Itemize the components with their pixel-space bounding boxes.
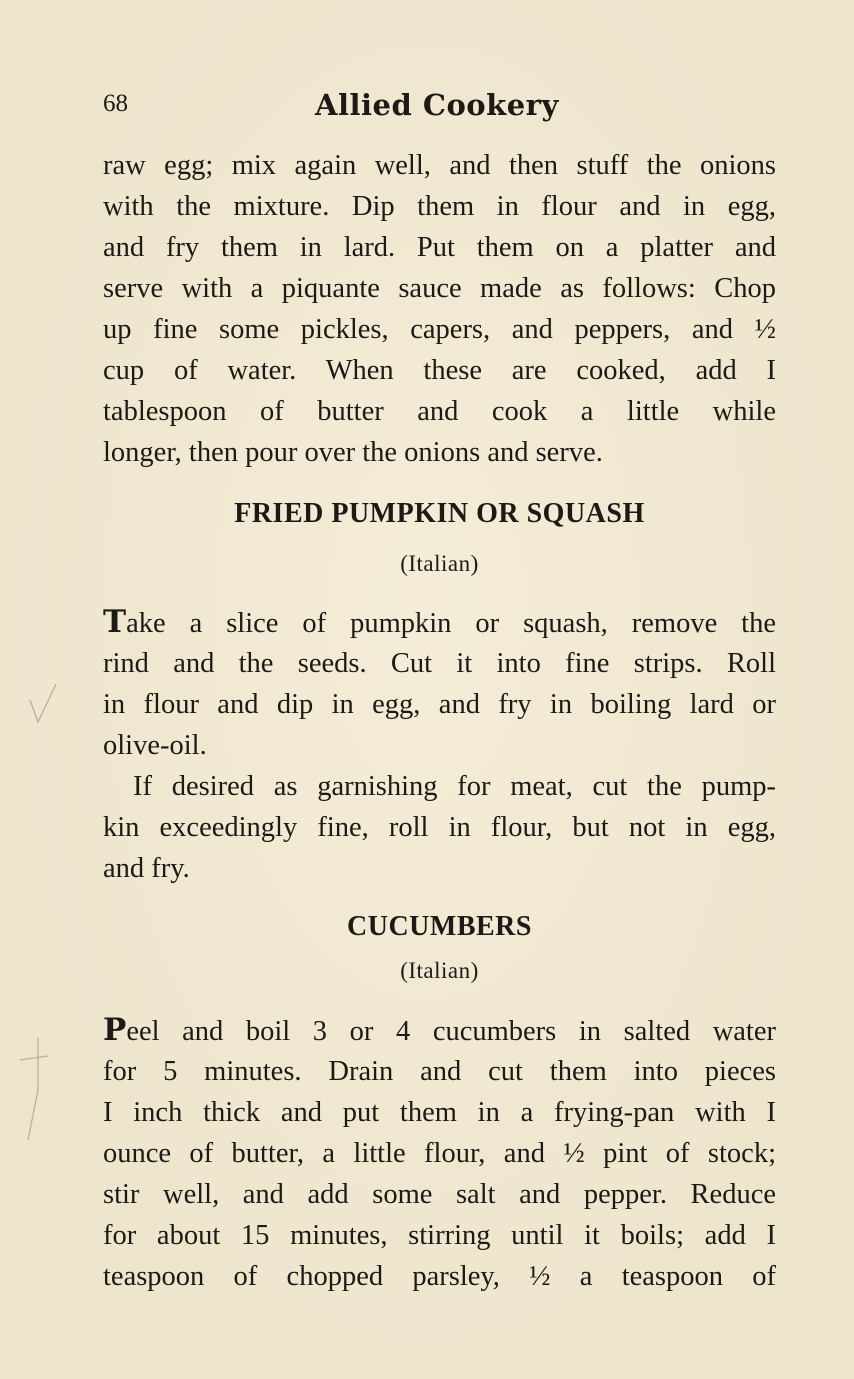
text-line: teaspoon of chopped parsley, ½ a teaspoon of (103, 1261, 776, 1292)
recipe-body-cucumbers (103, 1010, 776, 1297)
text-line (103, 1010, 776, 1051)
text-line: tablespoon of butter and cook a little while (103, 396, 776, 427)
dropcap: T (103, 604, 127, 640)
text-line: and fry them in lard. Put them on a platter and (103, 232, 776, 263)
text-line: I inch thick and put them in a frying-pan with I (103, 1097, 776, 1128)
book-title: Allied Cookery (315, 88, 559, 122)
text-line: longer, then pour over the onions and serve. (103, 437, 603, 468)
text-line: cup of water. When these are cooked, add I (103, 355, 776, 386)
text-line: serve with a piquante sauce made as follows: Chop (103, 273, 776, 304)
text-line: and fry. (103, 853, 190, 884)
text-line-content: ake a slice of pumpkin or squash, remove the (126, 608, 776, 639)
pencil-check-mark (22, 680, 62, 740)
text-line: kin exceedingly fine, roll in flour, but not in egg, (103, 812, 776, 843)
text-line: olive-oil. (103, 730, 207, 761)
text-line: up fine some pickles, capers, and peppers, and ½ (103, 314, 776, 345)
text-line-content: eel and boil 3 or 4 cucumbers in salted water (126, 1016, 776, 1047)
text-line: ounce of butter, a little flour, and ½ pint of stock; (103, 1138, 776, 1169)
running-head (103, 88, 775, 128)
recipe-origin-cucumbers: (Italian) (400, 958, 479, 983)
dropcap: P (103, 1012, 127, 1048)
recipe-origin-pumpkin: (Italian) (400, 551, 479, 576)
text-line: raw egg; mix again well, and then stuff the onions (103, 150, 776, 181)
pencil-margin-mark (8, 1030, 48, 1150)
text-line: rind and the seeds. Cut it into fine strips. Roll (103, 648, 776, 679)
text-line: for about 15 minutes, stirring until it boils; add I (103, 1220, 776, 1251)
text-line: in flour and dip in egg, and fry in boiling lard or (103, 689, 776, 720)
text-line (103, 602, 776, 643)
text-line: for 5 minutes. Drain and cut them into pieces (103, 1056, 776, 1087)
text-line: stir well, and add some salt and pepper. Reduce (103, 1179, 776, 1210)
text-line: with the mixture. Dip them in flour and in egg, (103, 191, 776, 222)
recipe-title-cucumbers: CUCUMBERS (347, 911, 532, 942)
continuation-paragraph (103, 145, 776, 473)
text-line: If desired as garnishing for meat, cut the pump- (133, 771, 776, 802)
page-number: 68 (103, 90, 128, 117)
recipe-body-pumpkin (103, 602, 776, 889)
recipe-title-pumpkin: FRIED PUMPKIN OR SQUASH (234, 498, 645, 529)
